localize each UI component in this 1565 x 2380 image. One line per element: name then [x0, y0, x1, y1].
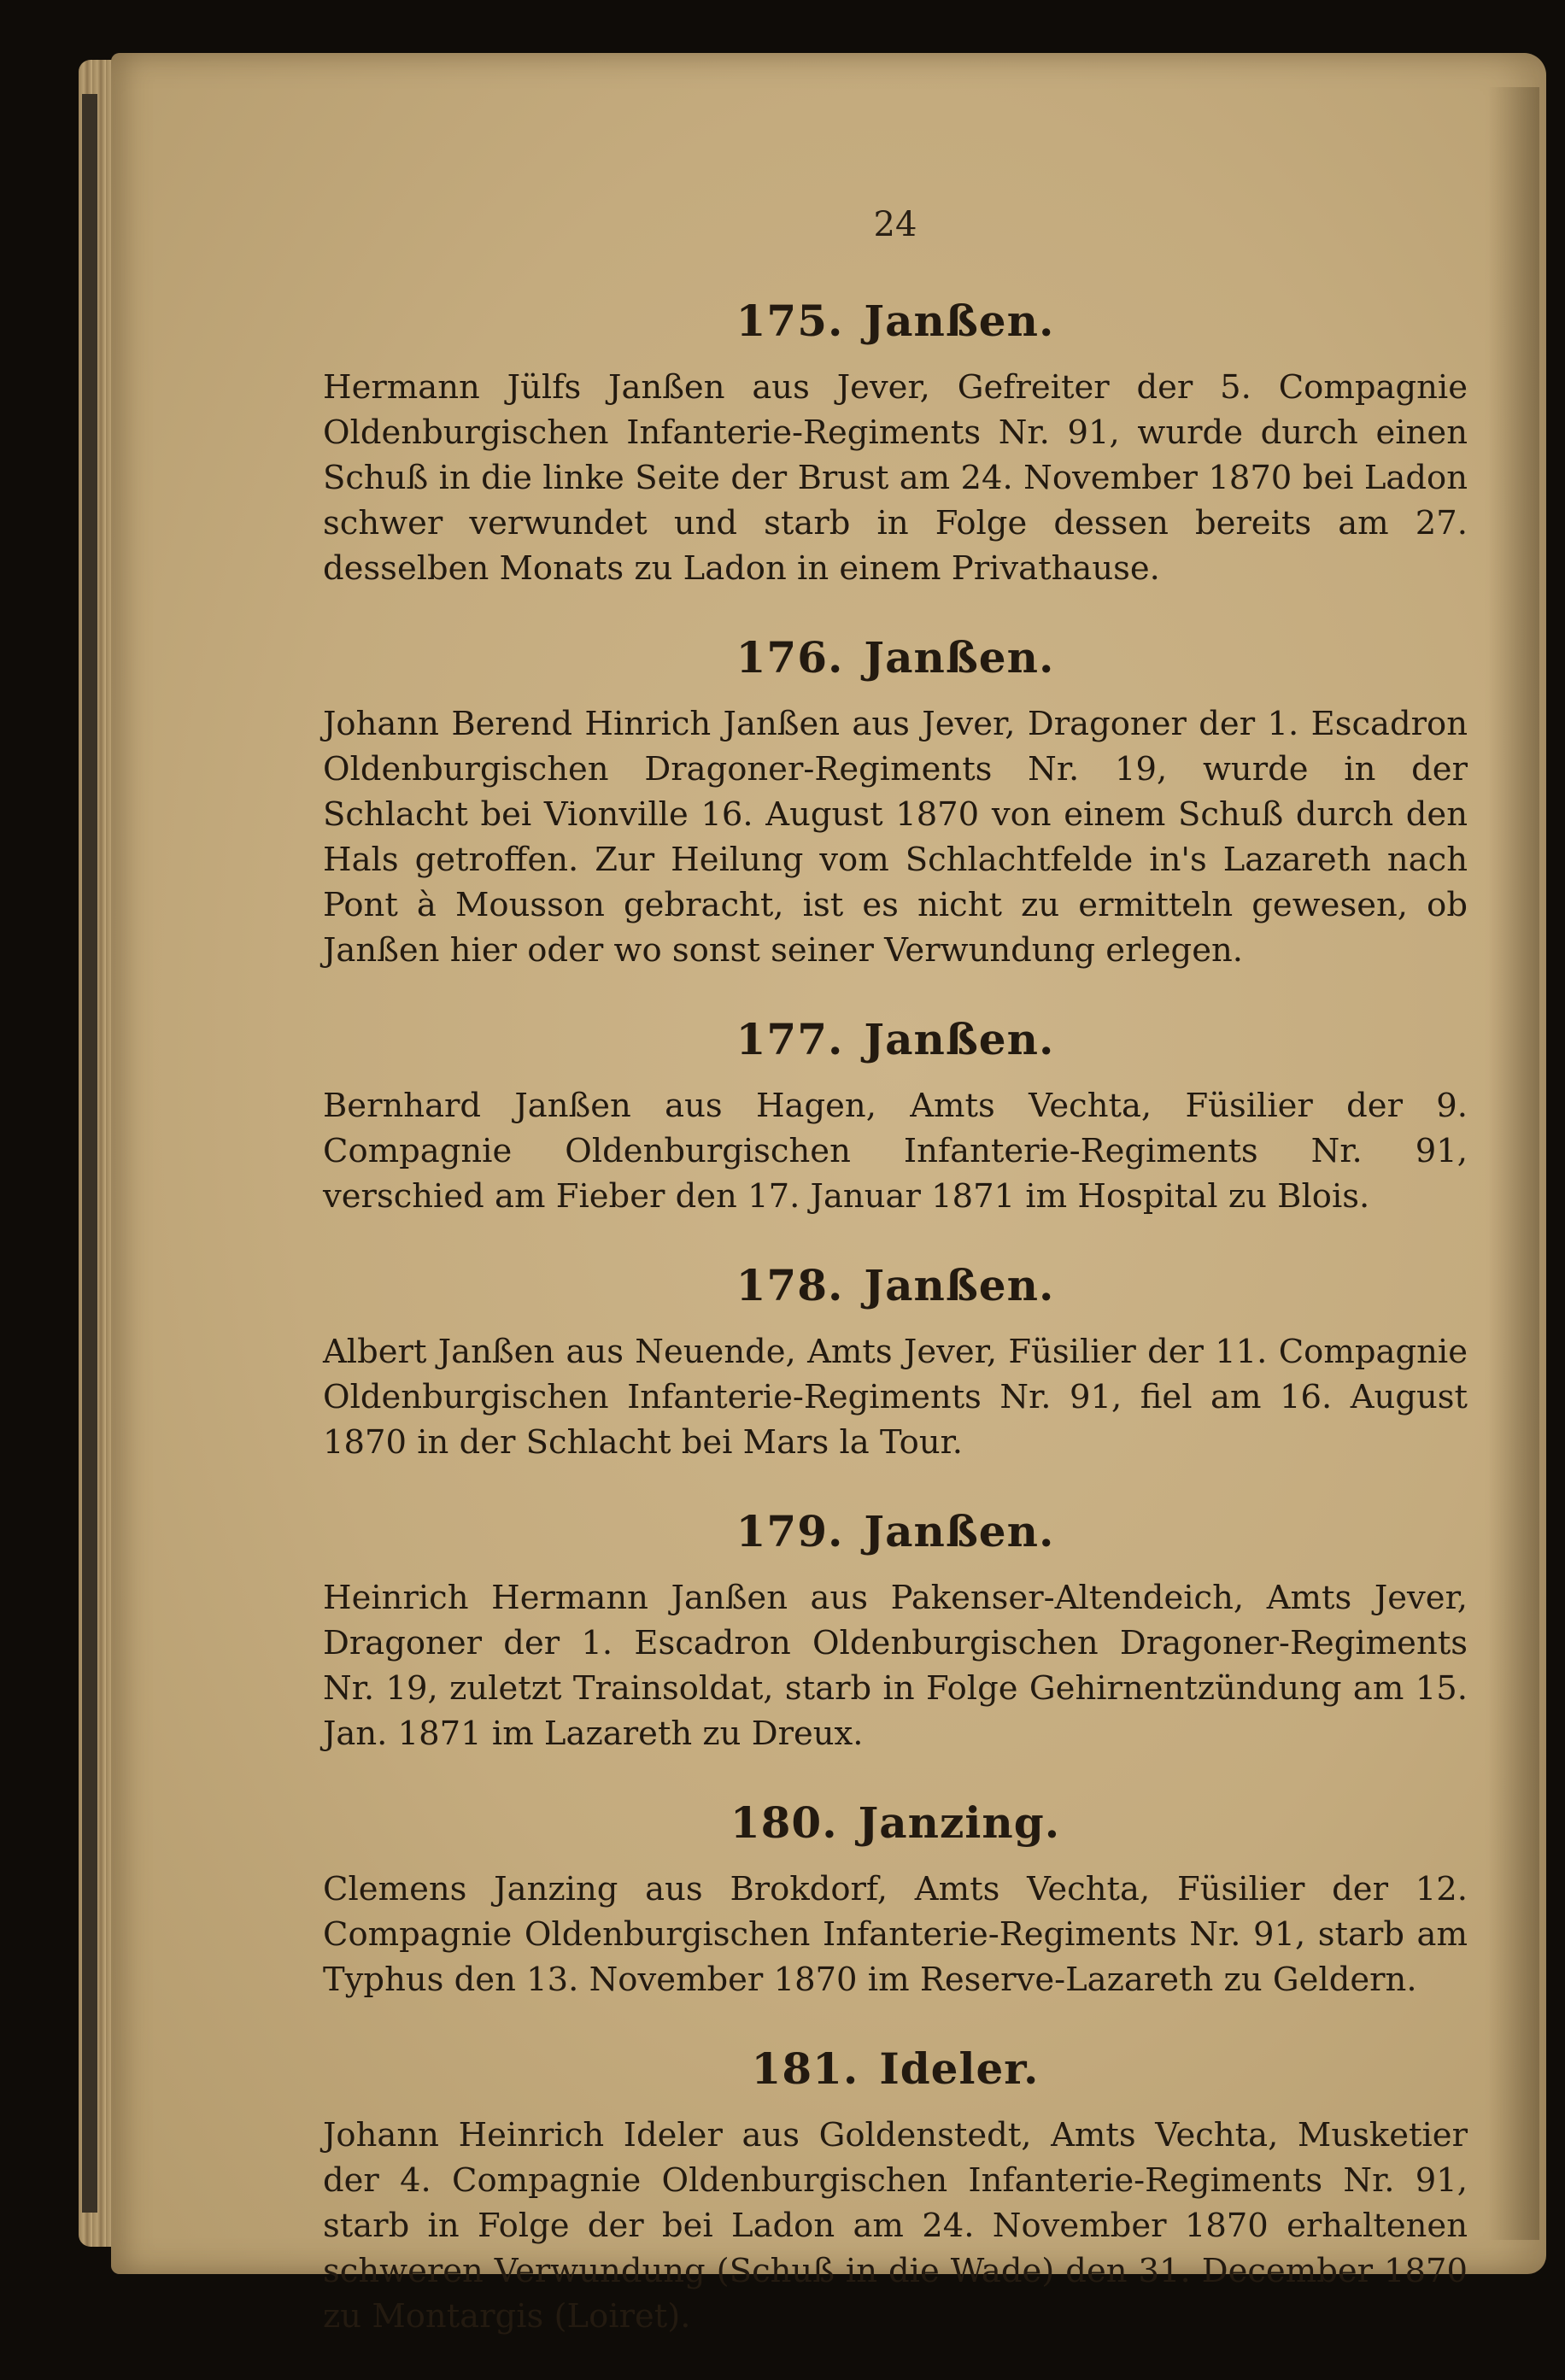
entry-176	[323, 632, 1468, 973]
entry-number: 177.	[736, 1014, 844, 1064]
entry-heading	[323, 1797, 1468, 1848]
entry-number: 176.	[736, 632, 844, 683]
entry-heading	[323, 1014, 1468, 1064]
entry-number: 181.	[751, 2043, 859, 2094]
book-cover-edge	[82, 94, 97, 2213]
entry-text: Hermann Jülfs Janßen aus Jever, Gefreiter der 5. Compagnie Oldenburgischen Infanterie-Regiments Nr. 91, wurde durch einen Schuß in die linke Seite der Brust am 24. November 1870 bei Ladon schwer verwundet und starb in Folge dessen bereits am 27. desselben Monats zu Ladon in einem Privathause.	[323, 368, 1468, 588]
page-fold-shadow	[1488, 87, 1539, 2240]
entry-number: 178.	[736, 1260, 844, 1310]
entry-number: 180.	[730, 1797, 838, 1848]
entry-name: Janßen.	[864, 632, 1055, 683]
entry-name: Janßen.	[864, 1506, 1055, 1556]
page-number: 24	[873, 205, 917, 244]
entry-number: 175.	[736, 296, 844, 346]
entry-179	[323, 1506, 1468, 1756]
entry-text: Albert Janßen aus Neuende, Amts Jever, Füsilier der 11. Compagnie Oldenburgischen Infanterie-Regiments Nr. 91, fiel am 16. August 1870 in der Schlacht bei Mars la Tour.	[323, 1333, 1468, 1462]
entry-text: Johann Berend Hinrich Janßen aus Jever, Dragoner der 1. Escadron Oldenburgischen Dragoner-Regiments Nr. 19, wurde in der Schlacht bei Vionville 16. August 1870 von einem Schuß durch den Hals getroffen. Zur Heilung vom Schlachtfelde in's Lazareth nach Pont à Mousson gebracht, ist es nicht zu ermitteln gewesen, ob Janßen hier oder wo sonst seiner Verwundung erlegen.	[323, 705, 1468, 970]
entry-text: Bernhard Janßen aus Hagen, Amts Vechta, Füsilier der 9. Compagnie Oldenburgischen Infanterie-Regiments Nr. 91, verschied am Fieber den 17. Januar 1871 im Hospital zu Blois.	[323, 1087, 1468, 1216]
entry-180	[323, 1797, 1468, 2002]
entry-heading	[323, 1260, 1468, 1310]
entry-number: 179.	[736, 1506, 844, 1556]
page-content	[323, 205, 1468, 2380]
entry-177	[323, 1014, 1468, 1219]
entry-text: Johann Heinrich Ideler aus Goldenstedt, Amts Vechta, Musketier der 4. Compagnie Oldenburgischen Infanterie-Regiments Nr. 91, starb in Folge der bei Ladon am 24. November 1870 erhaltenen schweren Verwundung (Schuß in die Wade) den 31. December 1870 zu Montargis (Loiret).	[323, 2116, 1468, 2336]
entry-181	[323, 2043, 1468, 2339]
entry-name: Janßen.	[864, 1260, 1055, 1310]
entry-178	[323, 1260, 1468, 1465]
entry-175	[323, 296, 1468, 591]
entry-name: Ideler.	[879, 2043, 1040, 2094]
entry-name: Janßen.	[864, 1014, 1055, 1064]
entry-text: Heinrich Hermann Janßen aus Pakenser-Altendeich, Amts Jever, Dragoner der 1. Escadron Oldenburgischen Dragoner-Regiments Nr. 19, zuletzt Trainsoldat, starb in Folge Gehirnentzündung am 15. Jan. 1871 im Lazareth zu Dreux.	[323, 1579, 1468, 1753]
entry-name: Janzing.	[858, 1797, 1061, 1848]
entry-heading	[323, 2043, 1468, 2094]
entry-heading	[323, 632, 1468, 683]
entry-heading	[323, 296, 1468, 346]
entry-text: Clemens Janzing aus Brokdorf, Amts Vechta, Füsilier der 12. Compagnie Oldenburgischen Infanterie-Regiments Nr. 91, starb am Typhus den 13. November 1870 im Reserve-Lazareth zu Geldern.	[323, 1870, 1468, 1999]
entry-heading	[323, 1506, 1468, 1556]
entry-name: Janßen.	[864, 296, 1055, 346]
